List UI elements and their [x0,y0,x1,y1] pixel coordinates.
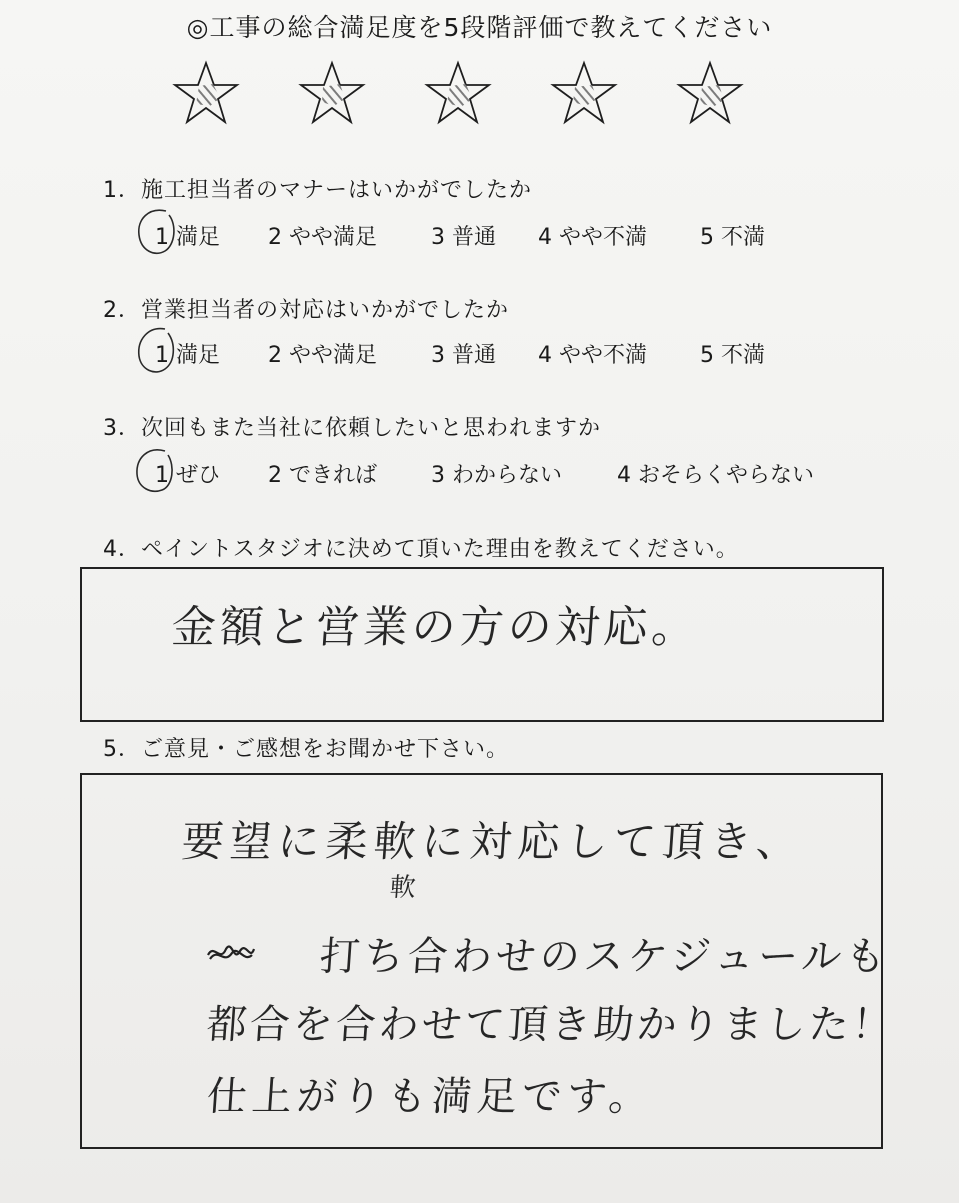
question-5-answer-line-2: 打ち合わせのスケジュールも [318,934,891,980]
question-5-answer-line-3: 都合を合わせて頂き助かりました！ [205,1002,897,1048]
question-2-title: 2．営業担当者の対応はいかがでしたか [103,298,509,323]
star-icon [676,60,744,128]
question-5-answer-correction: 軟 [388,873,417,903]
question-5-answer-line-4: 仕上がりも満足です。 [205,1074,656,1120]
q1-option-4[interactable]: 4 やや不満 [538,225,647,250]
star-icon [424,60,492,128]
question-4-answer-box[interactable] [80,567,884,722]
question-3-title: 3．次回もまた当社に依頼したいと思われますか [103,416,601,441]
question-5-answer-line-1: 要望に柔軟に対応して頂き、 [180,817,806,866]
q2-option-5[interactable]: 5 不満 [700,343,765,368]
q3-option-3[interactable]: 3 わからない [431,463,562,488]
survey-heading: ◎工事の総合満足度を5段階評価で教えてください [186,13,773,42]
q2-option-3[interactable]: 3 普通 [431,343,496,368]
question-5-title: 5．ご意見・ご感想をお聞かせ下さい。 [103,737,509,762]
q3-option-2[interactable]: 2 できれば [268,463,377,488]
q3-selection-circle [131,444,181,498]
q1-selection-circle [133,205,183,259]
q1-option-5[interactable]: 5 不満 [700,225,765,250]
q3-option-1[interactable]: 1 ぜひ [155,463,220,488]
q1-option-2[interactable]: 2 やや満足 [268,225,377,250]
star-icon [298,60,366,128]
q3-option-4[interactable]: 4 おそらくやらない [617,463,814,488]
q2-option-2[interactable]: 2 やや満足 [268,343,377,368]
question-4-answer: 金額と営業の方の対応。 [169,602,702,653]
q2-selection-circle [133,324,183,378]
question-4-title: 4．ペイントスタジオに決めて頂いた理由を教えてください。 [103,537,739,562]
rating-stars [0,60,959,140]
q2-option-1[interactable]: 1 満足 [155,343,220,368]
question-5-answer-box[interactable] [80,773,897,1149]
q1-option-3[interactable]: 3 普通 [431,225,496,250]
star-icon [550,60,618,128]
q1-option-1[interactable]: 1 満足 [155,225,220,250]
star-icon [172,60,240,128]
scribble-mark [204,937,258,967]
q2-option-4[interactable]: 4 やや不満 [538,343,647,368]
question-1-title: 1．施工担当者のマナーはいかがでしたか [103,178,532,203]
